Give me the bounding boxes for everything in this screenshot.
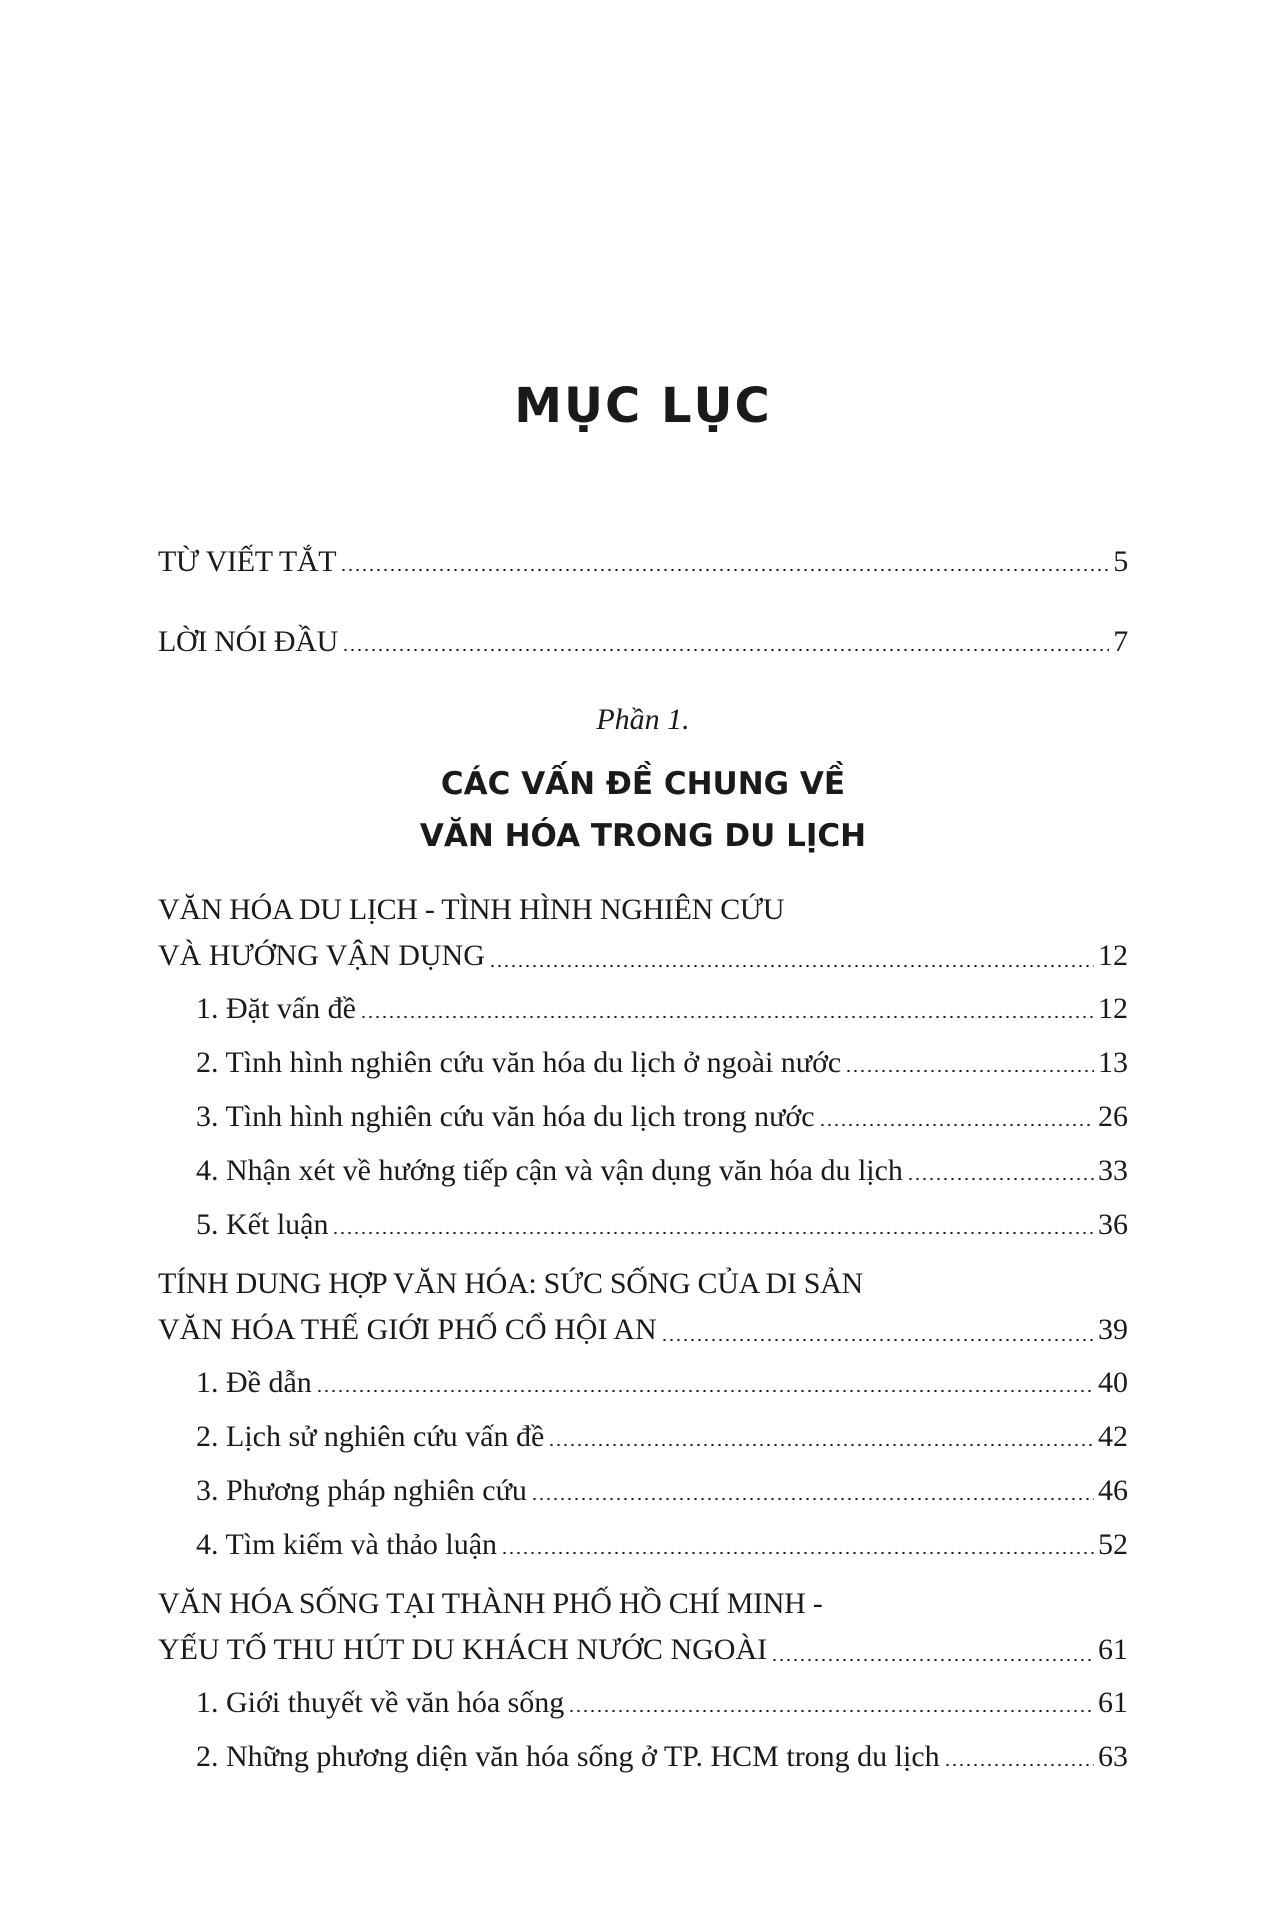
- page-title: MỤC LỤC: [514, 378, 772, 434]
- toc-entry-page: 61: [1098, 1686, 1128, 1719]
- toc-section-entry[interactable]: [158, 1676, 1128, 1730]
- toc-entry-page: 42: [1098, 1420, 1128, 1453]
- toc-entry-label: 2. Những phương diện văn hóa sống ở TP. HCM trong du lịch: [196, 1740, 940, 1773]
- toc-chapter-entry[interactable]: [158, 934, 1128, 982]
- dot-leader: [661, 1335, 1094, 1345]
- dot-leader: [501, 1548, 1094, 1558]
- dot-leader: [771, 1655, 1094, 1665]
- dot-leader: [489, 961, 1094, 971]
- toc-section-entry[interactable]: [158, 1464, 1128, 1518]
- toc-section-entry[interactable]: [158, 982, 1128, 1036]
- dot-leader: [332, 1228, 1094, 1238]
- toc-entry-page: 36: [1098, 1208, 1128, 1241]
- dot-leader: [819, 1120, 1094, 1130]
- toc-chapter: [158, 1252, 1128, 1572]
- dot-leader: [531, 1494, 1094, 1504]
- toc-section-entry[interactable]: [158, 1090, 1128, 1144]
- toc-entry-page: 12: [1098, 939, 1128, 972]
- part-label: Phần 1.: [596, 703, 690, 736]
- toc-entry-label: 1. Đề dẫn: [196, 1366, 312, 1399]
- chapter-title-line: VÀ HƯỚNG VẬN DỤNG: [158, 939, 485, 972]
- toc-entry-label: LỜI NÓI ĐẦU: [158, 625, 338, 658]
- toc-section-entry[interactable]: [158, 1356, 1128, 1410]
- toc-section-entry[interactable]: [158, 1730, 1128, 1784]
- toc-entry-page: 7: [1113, 625, 1128, 658]
- toc-entry-page: 63: [1098, 1740, 1128, 1773]
- toc-section-entry[interactable]: [158, 1144, 1128, 1198]
- chapter-title-line: YẾU TỐ THU HÚT DU KHÁCH NƯỚC NGOÀI: [158, 1633, 768, 1666]
- toc-entry-label: 3. Tình hình nghiên cứu văn hóa du lịch trong nước: [196, 1100, 815, 1133]
- toc-entry-label: 1. Giới thuyết về văn hóa sống: [196, 1686, 565, 1719]
- toc-entry-label: 2. Lịch sử nghiên cứu vấn đề: [196, 1420, 545, 1453]
- toc-entry-label: 4. Tìm kiếm và thảo luận: [196, 1528, 498, 1561]
- dot-leader: [568, 1706, 1094, 1716]
- part-title: [158, 758, 1128, 862]
- dot-leader: [944, 1760, 1094, 1770]
- toc-chapter: [158, 878, 1128, 1252]
- dot-leader: [342, 645, 1109, 655]
- dot-leader: [845, 1066, 1094, 1076]
- part-title-line: VĂN HÓA TRONG DU LỊCH: [419, 818, 867, 854]
- dot-leader: [548, 1440, 1094, 1450]
- toc-section-entry[interactable]: [158, 1410, 1128, 1464]
- toc-entry-preface[interactable]: [158, 602, 1128, 682]
- toc-entry-page: 26: [1098, 1100, 1128, 1133]
- toc-section-entry[interactable]: [158, 1036, 1128, 1090]
- toc-entry-label: 2. Tình hình nghiên cứu văn hóa du lịch ở ngoài nước: [196, 1046, 842, 1079]
- table-of-contents: [158, 522, 1128, 1784]
- toc-entry-label: TỪ VIẾT TẮT: [158, 545, 337, 578]
- dot-leader: [360, 1012, 1094, 1022]
- toc-chapter-entry[interactable]: [158, 1308, 1128, 1356]
- dot-leader: [340, 565, 1109, 575]
- toc-page: [158, 0, 1128, 1922]
- toc-section-entry[interactable]: [158, 1198, 1128, 1252]
- toc-entry-label: 5. Kết luận: [196, 1208, 329, 1241]
- chapter-title-line[interactable]: TÍNH DUNG HỢP VĂN HÓA: SỨC SỐNG CỦA DI SẢN: [158, 1267, 863, 1300]
- toc-entry-label: 4. Nhận xét về hướng tiếp cận và vận dụng văn hóa du lịch: [196, 1154, 903, 1187]
- toc-chapter: [158, 1572, 1128, 1784]
- part-title-line: CÁC VẤN ĐỀ CHUNG VỀ: [440, 766, 846, 802]
- toc-entry-page: 5: [1113, 545, 1128, 578]
- toc-entry-abbreviations[interactable]: [158, 522, 1128, 602]
- toc-entry-label: 3. Phương pháp nghiên cứu: [196, 1474, 527, 1507]
- toc-entry-page: 61: [1098, 1633, 1128, 1666]
- chapter-title-line[interactable]: VĂN HÓA SỐNG TẠI THÀNH PHỐ HỒ CHÍ MINH -: [158, 1587, 823, 1620]
- toc-section-entry[interactable]: [158, 1518, 1128, 1572]
- toc-entry-label: 1. Đặt vấn đề: [196, 992, 356, 1025]
- chapter-title-line[interactable]: VĂN HÓA DU LỊCH - TÌNH HÌNH NGHIÊN CỨU: [158, 893, 785, 926]
- chapter-title-line: VĂN HÓA THẾ GIỚI PHỐ CỔ HỘI AN: [158, 1313, 657, 1346]
- toc-entry-page: 40: [1098, 1366, 1128, 1399]
- dot-leader: [907, 1174, 1094, 1184]
- toc-chapter-entry[interactable]: [158, 1628, 1128, 1676]
- toc-entry-page: 13: [1098, 1046, 1128, 1079]
- toc-entry-page: 52: [1098, 1528, 1128, 1561]
- toc-entry-page: 12: [1098, 992, 1128, 1025]
- toc-entry-page: 39: [1098, 1313, 1128, 1346]
- dot-leader: [316, 1386, 1094, 1396]
- toc-entry-page: 33: [1098, 1154, 1128, 1187]
- toc-entry-page: 46: [1098, 1474, 1128, 1507]
